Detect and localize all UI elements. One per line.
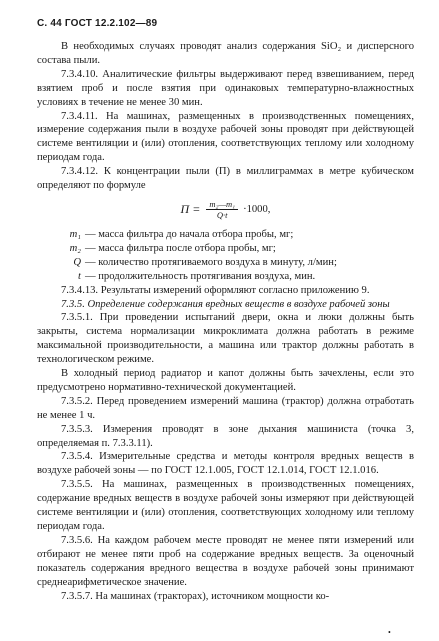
definition-row: [37, 242, 414, 256]
page-body: [37, 40, 414, 603]
paragraph: 7.3.4.11. На машинах, размещенных в производственных помещениях, измерение содержания пыли в воздухе рабочей зоны проводят при действующей системе вентиляции и (или) отопления, соответствующих теплому или холодному периодам года.: [37, 110, 414, 164]
definition-symbol: m₂: [69, 242, 81, 254]
definition-text: — масса фильтра до начала отбора пробы, мг;: [85, 228, 294, 240]
formula-lhs: П =: [180, 202, 201, 217]
formula-numerator: m₂—m₁: [206, 199, 238, 210]
paragraph: 7.3.5.4. Измерительные средства и методы контроля вредных веществ в воздухе рабочей зоны — по ГОСТ 12.1.005, ГОСТ 12.1.014, ГОСТ 12.1.016.: [37, 451, 414, 477]
paragraph: В необходимых случаях проводят анализ содержания SiO₂ и дисперсного состава пыли.: [37, 41, 414, 66]
definition-symbol: t: [78, 270, 81, 282]
footer-mark: •: [388, 628, 391, 637]
dust-concentration-formula: [37, 195, 414, 225]
paragraph: 7.3.5.6. На каждом рабочем месте проводят не менее пяти измерений или отбирают не менее пяти проб на содержание вредных веществ. За оценочный показатель содержания вредного вещества в воздухе рабочей зоны принимают среднеарифметическое значение.: [37, 534, 414, 588]
formula-denominator: Q·t: [216, 210, 228, 221]
section-heading: 7.3.5. Определение содержания вредных веществ в воздухе рабочей зоны: [61, 298, 390, 310]
formula-multiplier: ·1000,: [243, 204, 271, 216]
page-header: С. 44 ГОСТ 12.2.102—89: [37, 18, 158, 29]
paragraph: 7.3.5.5. На машинах, размещенных в производственных помещениях, содержание вредных веществ в воздухе рабочей зоны измеряют при действующей системе вентиляции и (или) отопления, соответствующих холодному или теплому периодам года.: [37, 479, 414, 532]
definition-row: [37, 256, 414, 270]
formula-definitions: [37, 228, 414, 284]
paragraph: 7.3.5.1. При проведении испытаний двери, окна и люки должны быть закрыты, система нормализации микроклимата должна работать в режиме максимальной производительности, а машина или трактор должны работать в технологическом режиме.: [37, 312, 414, 366]
definition-symbol: m₁: [69, 228, 81, 240]
paragraph: 7.3.4.13. Результаты измерений оформляют согласно приложению 9.: [61, 284, 370, 296]
formula-fraction: [206, 199, 238, 220]
definition-text: — масса фильтра после отбора пробы, мг;: [85, 242, 276, 254]
paragraph: 7.3.5.2. Перед проведением измерений машина (трактор) должна отработать не менее 1 ч.: [37, 395, 414, 421]
paragraph: 7.3.4.10. Аналитические фильтры выдерживают перед взвешиванием, перед взятием проб и после взятия при одинаковых температурно-влажностных условиях в течение не менее 30 мин.: [37, 68, 414, 108]
paragraph: 7.3.5.3. Измерения проводят в зоне дыхания машиниста (точка 3, определяемая п. 7.3.3.11).: [37, 423, 414, 449]
definition-symbol: Q: [73, 256, 81, 268]
paragraph: 7.3.5.7. На машинах (тракторах), источником мощности ко-: [61, 590, 330, 602]
definition-row: [37, 228, 414, 242]
definition-text: — количество протягиваемого воздуха в минуту, л/мин;: [85, 256, 337, 268]
paragraph: 7.3.4.12. К концентрации пыли (П) в миллиграммах в метре кубическом определяют по формуле: [37, 166, 414, 192]
paragraph: В холодный период радиатор и капот должны быть зачехлены, если это предусмотрено нормативно-технической документацией.: [37, 368, 414, 393]
definition-row: [37, 270, 414, 284]
definition-text: — продолжительность протягивания воздуха, мин.: [85, 270, 316, 282]
